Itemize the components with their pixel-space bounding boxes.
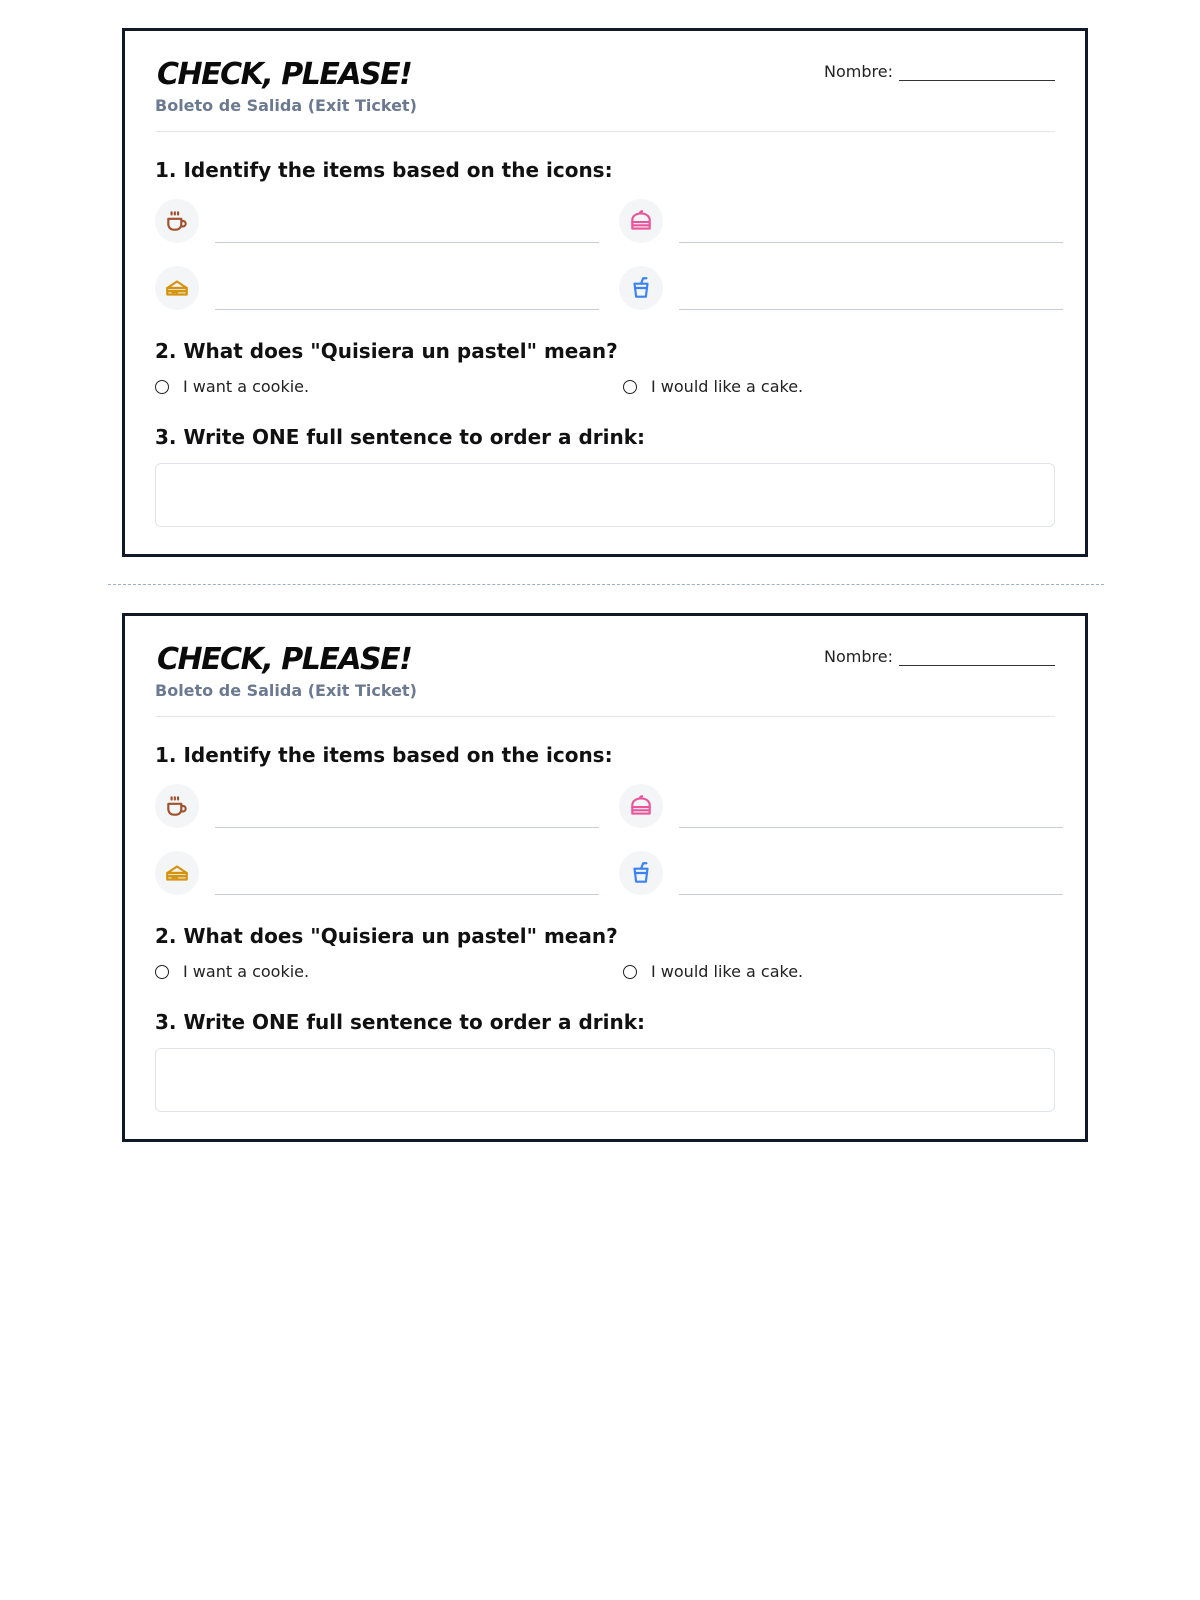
identify-item-soda (619, 851, 1063, 895)
ticket-title: CHECK, PLEASE! (157, 642, 412, 677)
radio-button[interactable] (155, 380, 169, 394)
answer-line[interactable] (679, 309, 1063, 310)
sentence-answer-box[interactable] (155, 1048, 1055, 1112)
answer-line[interactable] (215, 827, 599, 828)
name-label: Nombre: (824, 647, 893, 666)
radio-button[interactable] (623, 380, 637, 394)
identify-item-soda (619, 266, 1063, 310)
option-label: I want a cookie. (183, 377, 310, 396)
identify-item-coffee (155, 199, 599, 243)
option-cookie[interactable] (155, 377, 309, 396)
cake-slice-icon (619, 784, 663, 828)
answer-line[interactable] (215, 242, 599, 243)
name-field[interactable] (824, 647, 1055, 666)
radio-button[interactable] (623, 965, 637, 979)
cut-line-divider (108, 584, 1104, 585)
identify-item-coffee (155, 784, 599, 828)
answer-line[interactable] (215, 894, 599, 895)
name-field[interactable] (824, 62, 1055, 81)
identify-item-cake (619, 199, 1063, 243)
header-divider (155, 131, 1055, 132)
sandwich-icon (155, 266, 199, 310)
option-cake[interactable] (623, 962, 803, 981)
coffee-cup-icon (155, 199, 199, 243)
answer-line[interactable] (215, 309, 599, 310)
option-label: I want a cookie. (183, 962, 310, 981)
ticket-title: CHECK, PLEASE! (157, 57, 412, 92)
name-blank-line[interactable] (899, 649, 1055, 666)
question-1: 1. Identify the items based on the icons: (155, 158, 613, 182)
exit-ticket-1 (122, 28, 1088, 557)
cake-slice-icon (619, 199, 663, 243)
option-cookie[interactable] (155, 962, 309, 981)
soda-cup-icon (619, 266, 663, 310)
sentence-answer-box[interactable] (155, 463, 1055, 527)
question-3: 3. Write ONE full sentence to order a drink: (155, 425, 646, 449)
exit-ticket-2 (122, 613, 1088, 1142)
ticket-subtitle: Boleto de Salida (Exit Ticket) (155, 96, 417, 115)
header-divider (155, 716, 1055, 717)
identify-item-sandwich (155, 851, 599, 895)
question-2: 2. What does "Quisiera un pastel" mean? (155, 339, 618, 363)
question-2: 2. What does "Quisiera un pastel" mean? (155, 924, 618, 948)
sandwich-icon (155, 851, 199, 895)
radio-button[interactable] (155, 965, 169, 979)
answer-line[interactable] (679, 894, 1063, 895)
coffee-cup-icon (155, 784, 199, 828)
option-cake[interactable] (623, 377, 803, 396)
soda-cup-icon (619, 851, 663, 895)
name-blank-line[interactable] (899, 64, 1055, 81)
answer-line[interactable] (679, 242, 1063, 243)
identify-item-sandwich (155, 266, 599, 310)
ticket-subtitle: Boleto de Salida (Exit Ticket) (155, 681, 417, 700)
option-label: I would like a cake. (651, 377, 804, 396)
identify-item-cake (619, 784, 1063, 828)
question-1: 1. Identify the items based on the icons: (155, 743, 613, 767)
name-label: Nombre: (824, 62, 893, 81)
question-3: 3. Write ONE full sentence to order a drink: (155, 1010, 646, 1034)
answer-line[interactable] (679, 827, 1063, 828)
option-label: I would like a cake. (651, 962, 804, 981)
